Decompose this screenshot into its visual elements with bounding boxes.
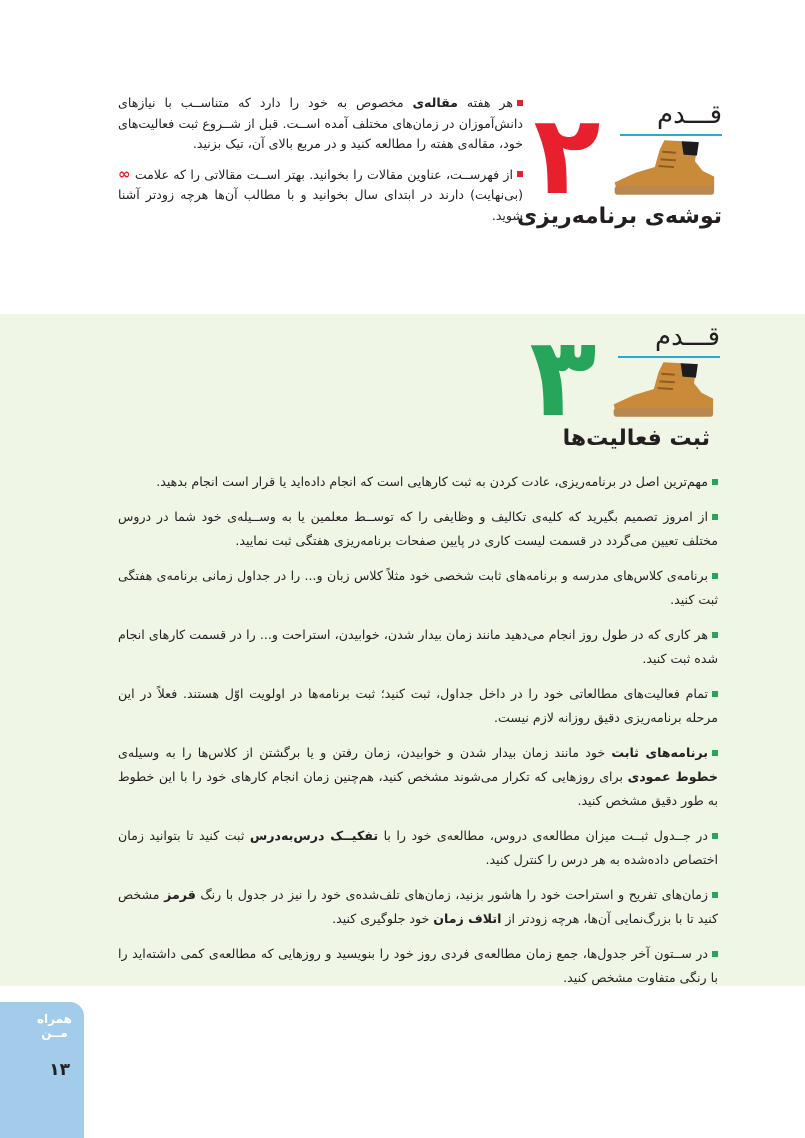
paragraph [118, 682, 718, 730]
boot-icon [606, 360, 716, 420]
text: هر کاری که در طول روز انجام می‌دهید مانند زمان بیدار شدن، خوابیدن، استراحت و... را در قسمت کارهای انجام شده ثبت کنید. [118, 627, 718, 666]
square-bullet-icon [712, 833, 718, 839]
text: در ســتون آخر جدول‌ها، جمع زمان مطالعه‌ی فردی روز خود را بنویسید و روزهایی که مطالعه‌ی کمی داشته‌اید را با رنگی متفاوت مشخص کنید. [118, 946, 718, 985]
step-3-word: قـــدم [654, 322, 720, 352]
step-2-badge [516, 91, 722, 250]
paragraph [118, 741, 718, 813]
infinity-icon: ∞ [118, 164, 131, 183]
page-number: ۱۳ [49, 1060, 70, 1080]
bold-text: مقاله‌ی [412, 95, 458, 110]
text: خود جلوگیری کنید. [332, 911, 434, 926]
step-3-number: ۳ [529, 313, 597, 441]
book-tab [0, 1002, 84, 1138]
square-bullet-icon [517, 171, 523, 177]
text: در جــدول ثبــت میزان مطالعه‌ی دروس، مطالعه‌ی خود را با [378, 828, 708, 843]
text: مشخص کنید تا با بزرگ‌نمایی آن‌ها، هرچه زودتر از [118, 887, 718, 926]
bold-text: اتلاف زمان [433, 911, 502, 926]
paragraph [118, 164, 523, 227]
tab-title-line2: مــن [41, 1026, 68, 1040]
paragraph [118, 623, 718, 671]
square-bullet-icon [712, 951, 718, 957]
step-3-underline [618, 356, 720, 358]
text: ثبت کنید تا بتوانید زمان اختصاص داده‌شده به هر درس را کنترل کنید. [118, 828, 718, 867]
boot-icon [607, 138, 717, 198]
paragraph [118, 93, 523, 155]
text: از فهرســت، عناوین مقالات را بخوانید. بهتر اســت مقالاتی را که علامت [130, 166, 513, 182]
paragraph [118, 942, 718, 990]
paragraph [118, 824, 718, 872]
paragraph [118, 883, 718, 931]
text: برنامه‌ی کلاس‌های مدرسه و برنامه‌های ثابت شخصی خود مثلاً کلاس زبان و... را در جداول زمانی برنامه‌ی هفتگی ثبت کنید. [118, 568, 718, 607]
square-bullet-icon [712, 479, 718, 485]
paragraph [118, 505, 718, 553]
square-bullet-icon [712, 573, 718, 579]
square-bullet-icon [712, 514, 718, 520]
bold-text: تفکیــک درس‌به‌درس [249, 828, 379, 843]
paragraph [118, 470, 718, 494]
text: از امروز تصمیم بگیرید که کلیه‌ی تکالیف و وظایفی را که توســط معلمین یا به وســیله‌ی خود شما در دروس مختلف تعیین می‌گردد در قسمت لیست کاری در پایین صفحات برنامه‌ریزی هفتگی ثبت نمایید. [118, 509, 718, 548]
text: مهم‌ترین اصل در برنامه‌ریزی، عادت کردن به ثبت کارهایی است که انجام داده‌اید یا قرار است انجام بدهید. [156, 474, 708, 489]
square-bullet-icon [712, 750, 718, 756]
text: مخصوص به خود را دارد که متناســب با نیازهای دانش‌آموزان در زمان‌های مختلف آمده اســت. قبل از شــروع ثبت فعالیت‌های خود، مقاله‌ی هفته را مطالعه کنید و در مربع بالای آن، تیک بزنید. [118, 95, 523, 151]
step-3-badge [528, 313, 720, 472]
text: برای روزهایی که تکرار می‌شوند مشخص کنید، هم‌چنین زمان انجام کارهای خود را با این خطوط به طور دقیق مشخص کنید. [118, 769, 718, 808]
step-2-underline [620, 134, 722, 136]
section3-body [118, 470, 718, 1001]
step-2-title: توشه‌ی برنامه‌ریزی [516, 204, 722, 229]
text: (بی‌نهایت) دارند در ابتدای سال بخوانید و با مطالب آن‌ها هرچه زودتر آشنا شوید. [118, 187, 523, 223]
square-bullet-icon [712, 892, 718, 898]
text: تمام فعالیت‌های مطالعاتی خود را در داخل جداول، ثبت کنید؛ ثبت برنامه‌ها در اولویت اوّل هستند. فعلاً در این مرحله برنامه‌ریزی دقیق روزانه لازم نیست. [118, 686, 718, 725]
text: زمان‌های تفریح و استراحت خود را هاشور بزنید، زمان‌های تلف‌شده‌ی خود را نیز در جدول با رنگ [195, 887, 709, 902]
step-2-number: ۲ [533, 91, 601, 219]
paragraph [118, 564, 718, 612]
bold-text: خطوط عمودی [627, 769, 718, 784]
step-2-word: قـــدم [656, 100, 722, 130]
step-3-title: ثبت فعالیت‌ها [562, 426, 710, 451]
text: خود مانند زمان بیدار شدن و خوابیدن، زمان رفتن و یا برگشتن از کلاس‌ها را به وسیله‌ی [118, 745, 612, 760]
text: هر هفته [457, 95, 513, 110]
section2-body [118, 93, 523, 235]
bold-text: قرمز [164, 887, 196, 902]
tab-title [37, 1012, 72, 1040]
square-bullet-icon [712, 632, 718, 638]
tab-title-line1: همراه [36, 1012, 72, 1026]
square-bullet-icon [712, 691, 718, 697]
square-bullet-icon [517, 100, 523, 106]
bold-text: برنامه‌های ثابت [611, 745, 708, 760]
